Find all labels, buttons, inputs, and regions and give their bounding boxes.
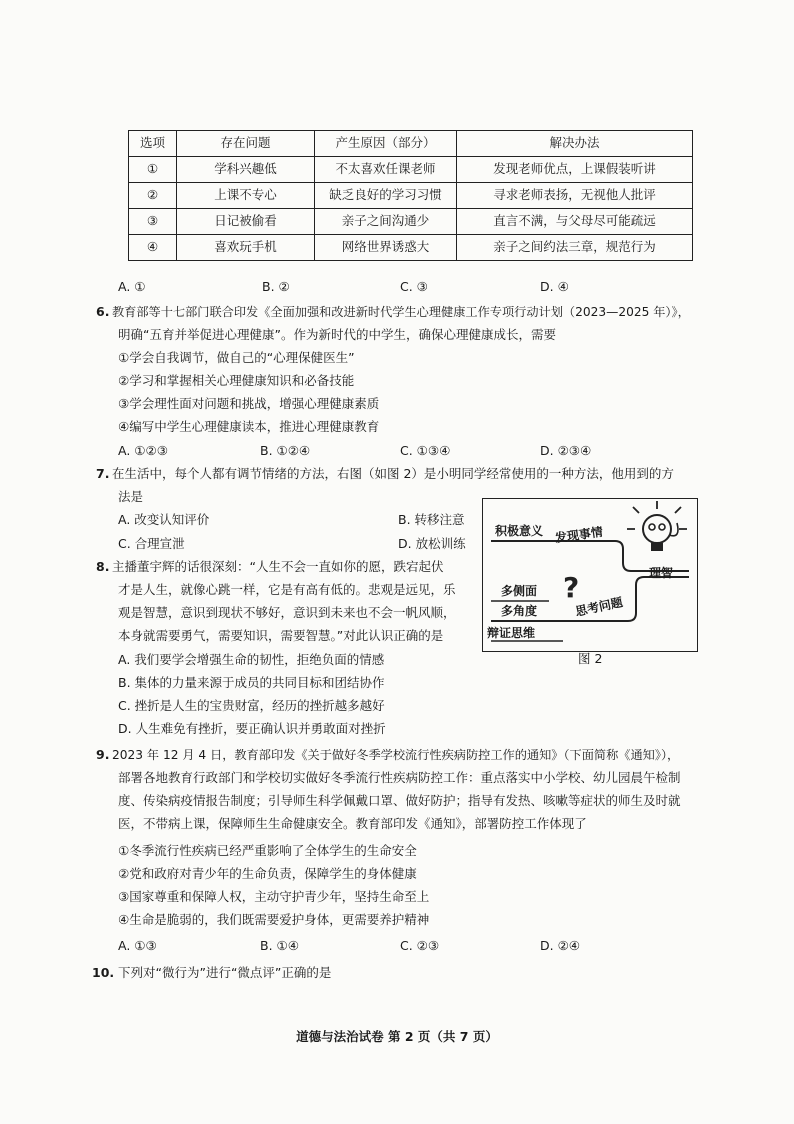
q6-stem-line: 教育部等十七部门联合印发《全面加强和改进新时代学生心理健康工作专项行动计划（2023—2025 年）》， [112,305,690,319]
q5-option-b[interactable]: B. ② [262,279,290,294]
q6-statement: ③学会理性面对问题和挑战，增强心理健康素质 [118,396,380,411]
q8-stem-line: 才是人生，就像心跳一样，它是有高有低的。悲观是远见，乐 [118,582,456,597]
table-cell: ④ [129,235,177,261]
q6-option-a[interactable]: A. ①②③ [118,443,168,458]
table-cell: 上课不专心 [177,183,315,209]
table-row [129,235,693,261]
figure-label: 理智 [649,566,674,580]
table-cell: 亲子之间约法三章，规范行为 [457,235,693,261]
q5-option-d[interactable]: D. ④ [540,279,569,294]
q9-option-a[interactable]: A. ①③ [118,938,157,953]
q7-option-d[interactable]: D. 放松训练 [398,536,466,551]
question-mark-icon: ? [563,571,580,604]
q7-stem-line: 法是 [118,489,144,504]
table-cell: 喜欢玩手机 [177,235,315,261]
table-cell: 日记被偷看 [177,209,315,235]
q10-stem-line: 下列对“微行为”进行“微点评”正确的是 [118,965,332,980]
q7-option-b[interactable]: B. 转移注意 [398,512,465,527]
q9-statement: ①冬季流行性疾病已经严重影响了全体学生的生命安全 [118,843,417,858]
figure-label: 思考问题 [574,595,624,619]
figure-label: 多侧面 [501,584,538,598]
figure-label: 积极意义 [495,524,544,538]
table-header-row [129,131,693,157]
table-cell: 不太喜欢任课老师 [315,157,457,183]
figure-2 [482,498,698,652]
table-cell: 亲子之间沟通少 [315,209,457,235]
table-cell: ③ [129,209,177,235]
table-row [129,209,693,235]
q5-option-c[interactable]: C. ③ [400,279,428,294]
table-row [129,183,693,209]
q6-statement: ④编写中学生心理健康读本，推进心理健康教育 [118,419,380,434]
table-cell: ① [129,157,177,183]
table-cell: 发现老师优点，上课假装听讲 [457,157,693,183]
q8-stem-line: 本身就需要勇气，需要知识，需要智慧。”对此认识正确的是 [118,628,444,643]
figure-label: 辩证思维 [487,626,536,640]
table-cell: ② [129,183,177,209]
q9-option-b[interactable]: B. ①④ [260,938,299,953]
q9-stem-line: 部署各地教育行政部门和学校切实做好冬季流行性疾病防控工作：重点落实中小学校、幼儿园晨午检制 [118,770,681,785]
q9-statement: ②党和政府对青少年的生命负责，保障学生的身体健康 [118,866,417,881]
q8-option-d[interactable]: D. 人生难免有挫折，要正确认识并勇敢面对挫折 [118,721,386,736]
page-footer: 道德与法治试卷 第 2 页（共 7 页） [296,1029,498,1044]
q7-number: 7. [96,466,110,481]
figure-caption: 图 2 [578,651,603,666]
q7-option-c[interactable]: C. 合理宣泄 [118,536,185,551]
q6-number: 6. [96,304,110,319]
lightbulb-icon [643,515,671,543]
q6-option-d[interactable]: D. ②③④ [540,443,592,458]
q8-option-b[interactable]: B. 集体的力量来源于成员的共同目标和团结协作 [118,675,385,690]
q5-table [128,130,693,261]
q9-stem-line: 医，不带病上课，保障师生生命健康安全。教育部印发《通知》，部署防控工作体现了 [118,816,587,831]
figure-label: 多角度 [501,604,538,618]
table-cell: 直言不满，与父母尽可能疏远 [457,209,693,235]
q9-option-c[interactable]: C. ②③ [400,938,440,953]
q8-number: 8. [96,559,110,574]
table-header-cell: 存在问题 [177,131,315,157]
q9-option-d[interactable]: D. ②④ [540,938,580,953]
q6-statement: ①学会自我调节，做自己的“心理保健医生” [118,350,355,365]
q7-option-a[interactable]: A. 改变认知评价 [118,512,210,527]
table-header-cell: 选项 [129,131,177,157]
table-cell: 缺乏良好的学习习惯 [315,183,457,209]
q8-option-a[interactable]: A. 我们要学会增强生命的韧性，拒绝负面的情感 [118,652,385,667]
figure-label: 发现事情 [554,524,604,546]
q7-stem-line: 在生活中，每个人都有调节情绪的方法，右图（如图 2）是小明同学经常使用的一种方法，他用到的方 [112,466,674,481]
q9-number: 9. [96,747,110,762]
q8-stem-line: 主播董宇辉的话很深刻：“人生不会一直如你的愿，跌宕起伏 [112,559,444,574]
table-header-cell: 解决办法 [457,131,693,157]
q8-option-c[interactable]: C. 挫折是人生的宝贵财富，经历的挫折越多越好 [118,698,385,713]
q9-stem-line: 度、传染病疫情报告制度；引导师生科学佩戴口罩、做好防护；指导有发热、咳嗽等症状的师生及时就 [118,793,681,808]
q10-number: 10. [92,965,115,980]
q6-stem-line: 明确“五育并举促进心理健康”。作为新时代的中学生，确保心理健康成长，需要 [118,327,556,342]
q5-option-a[interactable]: A. ① [118,279,146,294]
q6-option-c[interactable]: C. ①③④ [400,443,451,458]
table-cell: 寻求老师表扬，无视他人批评 [457,183,693,209]
table-cell: 网络世界诱惑大 [315,235,457,261]
table-header-cell: 产生原因（部分） [315,131,457,157]
q6-statement: ②学习和掌握相关心理健康知识和必备技能 [118,373,355,388]
q6-option-b[interactable]: B. ①②④ [260,443,311,458]
table-row [129,157,693,183]
q9-stem-line: 2023 年 12 月 4 日，教育部印发《关于做好冬季学校流行性疾病防控工作的通知》（下面简称《通知》）， [112,748,680,762]
table-cell: 学科兴趣低 [177,157,315,183]
q9-statement: ③国家尊重和保障人权，主动守护青少年，坚持生命至上 [118,889,430,904]
q8-stem-line: 观是智慧，意识到现状不够好，意识到未来也不会一帆风顺， [118,605,456,620]
q9-statement: ④生命是脆弱的，我们既需要爱护身体，更需要养护精神 [118,912,430,927]
